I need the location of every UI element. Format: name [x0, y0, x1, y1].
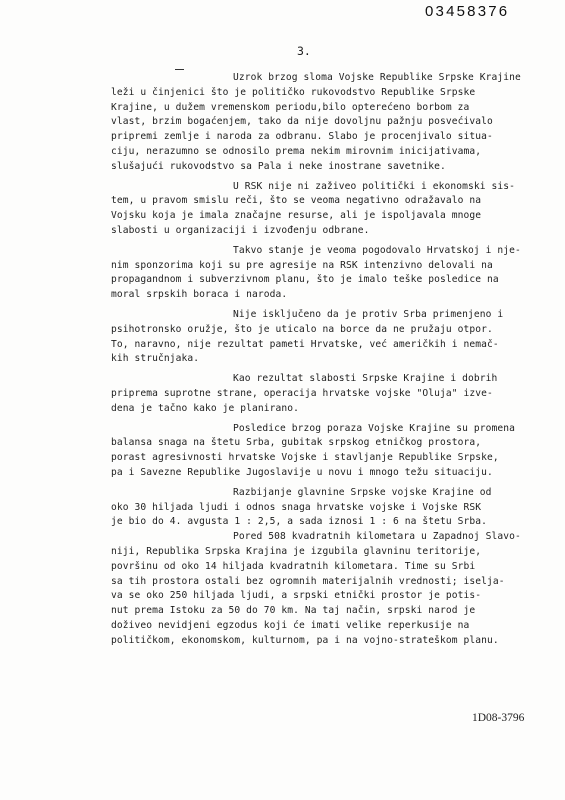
paragraph-2: [111, 180, 556, 239]
text-line: nut prema Istoku za 50 do 70 km. Na taj način, srpski narod je: [111, 605, 476, 617]
text-line: niji, Republika Srpska Krajina je izgubila glavninu teritorije,: [111, 545, 482, 557]
text-line: U RSK nije ni zaživeo politički i ekonomski sis-: [233, 180, 516, 192]
text-line: pa i Savezne Republike Jugoslavije u novu i mnogo težu situaciju.: [111, 466, 493, 478]
text-line: Uzrok brzog sloma Vojske Republike Srpske Krajine: [233, 72, 521, 83]
stray-pen-mark: [175, 69, 184, 70]
text-line: nim sponzorima koji su pre agresije na RSK intenzivno delovali na: [111, 259, 493, 271]
text-line: Kao rezultat slabosti Srpske Krajine i dobrih: [233, 373, 498, 385]
paragraph-4: [111, 308, 556, 367]
text-line: je bio do 4. avgusta 1 : 2,5, a sada iznosi 1 : 6 na štetu Srba.: [111, 516, 488, 528]
text-line: propagandnom i subverzivnom planu, što je imalo teške posledice na: [111, 274, 499, 286]
page-number: 3.: [297, 44, 311, 58]
text-line: Krajine, u dužem vremenskom periodu,bilo opterećeno borbom za: [111, 101, 470, 113]
document-reference-code: 1D08-3796: [472, 712, 525, 724]
text-line: kih stručnjaka.: [111, 353, 200, 365]
paragraph-8: [111, 530, 556, 648]
paragraph-1: [111, 71, 556, 175]
text-line: slabosti u organizaciji i izvođenju odbrane.: [111, 224, 370, 236]
text-line: vlast, brzim bogaćenjem, tako da nije dovoljnu pažnju posvećivalo: [111, 116, 493, 128]
document-number: 03458376: [425, 3, 510, 20]
paragraph-3: [111, 244, 556, 303]
paragraph-6: [111, 422, 556, 481]
paragraph-7: [111, 486, 556, 530]
text-line: površinu od oko 14 hiljada kvadratnih kilometara. Time su Srbi: [111, 560, 476, 572]
document-body: [111, 71, 556, 648]
text-line: moral srpskih boraca i naroda.: [111, 289, 288, 301]
text-line: Pored 508 kvadratnih kilometara u Zapadnoj Slavo-: [233, 531, 521, 543]
text-line: Posledice brzog poraza Vojske Krajine su promena: [233, 422, 516, 434]
text-line: političkom, ekonomskom, kulturnom, pa i na vojno-strateškom planu.: [111, 634, 499, 646]
text-line: pripremi zemlje i naroda za odbranu. Slabo je procenjivalo situa-: [111, 131, 493, 143]
text-line: sa tih prostora ostali bez ogromnih materijalnih vrednosti; iselja-: [111, 575, 505, 587]
text-line: priprema suprotne strane, operacija hrvatske vojske "Oluja" izve-: [111, 387, 493, 399]
text-line: Nije isključeno da je protiv Srba primenjeno i: [233, 308, 504, 320]
text-line: leži u činjenici što je političko rukovodstvo Republike Srpske: [111, 86, 476, 98]
text-line: va se oko 250 hiljada ljudi, a srpski etnički prostor je potis-: [111, 590, 482, 602]
paragraph-5: [111, 372, 556, 416]
text-line: dena je tačno kako je planirano.: [111, 402, 300, 414]
text-line: Takvo stanje je veoma pogodovalo Hrvatskoj i nje-: [233, 244, 521, 256]
text-line: Vojsku koja je imala značajne resurse, ali je ispoljavala mnoge: [111, 210, 482, 222]
text-line: oko 30 hiljada ljudi i odnos snaga hrvatske vojske i Vojske RSK: [111, 501, 482, 513]
text-line: psihotronsko oružje, što je uticalo na borce da ne pružaju otpor.: [111, 323, 493, 335]
text-line: balansa snaga na štetu Srba, gubitak srpskog etničkog prostora,: [111, 437, 482, 449]
text-line: porast agresivnosti hrvatske Vojske i stavljanje Republike Srpske,: [111, 452, 499, 464]
text-line: doživeo nevidjeni egzodus koji će imati velike reperkusije na: [111, 619, 470, 631]
text-line: Razbijanje glavnine Srpske vojske Krajine od: [233, 486, 492, 498]
text-line: slušajući rukovodstvo sa Pala i neke inostrane savetnike.: [111, 160, 446, 172]
text-line: tem, u pravom smislu reči, što se veoma negativno odražavalo na: [111, 195, 482, 207]
text-line: ciju, nerazumno se odnosilo prema nekim mirovnim inicijativama,: [111, 145, 482, 157]
text-line: To, naravno, nije rezultat pameti Hrvatske, već američkih i nemač-: [111, 338, 499, 350]
